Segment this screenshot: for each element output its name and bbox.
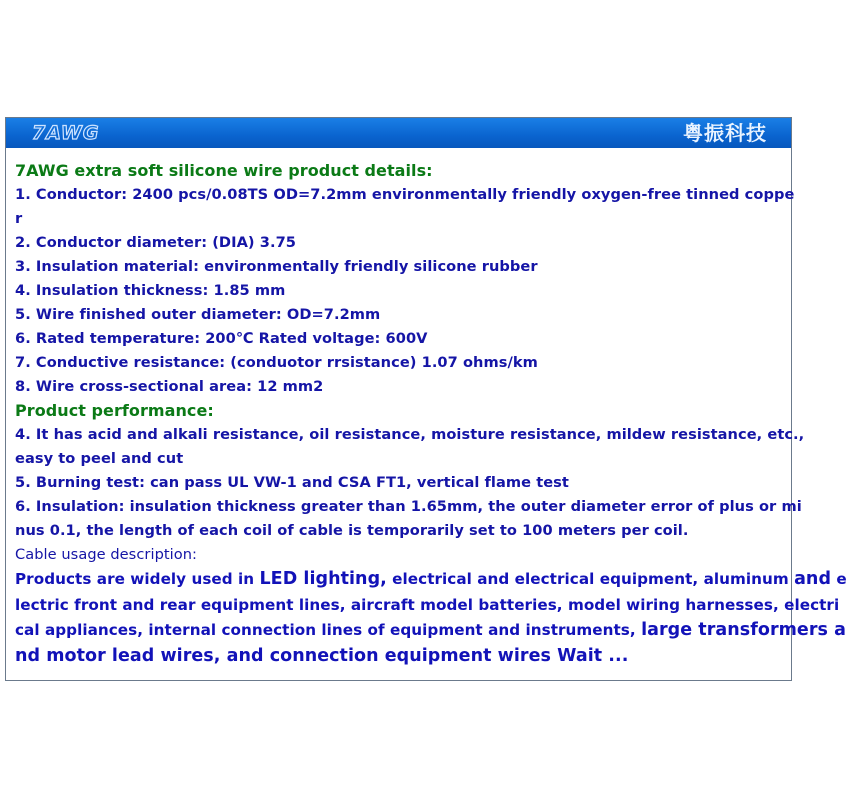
detail-line: 7. Conductive resistance: (conduotor rrsistance) 1.07 ohms/km <box>15 354 538 371</box>
brand-logo: 7AWG <box>32 122 100 144</box>
detail-line: 2. Conductor diameter: (DIA) 3.75 <box>15 234 296 251</box>
detail-line: 1. Conductor: 2400 pcs/0.08TS OD=7.2mm environmentally friendly oxygen-free tinned coppe <box>15 186 795 203</box>
header-bar <box>6 118 791 148</box>
company-name: 粤振科技 <box>683 121 767 145</box>
usage-line: lectric front and rear equipment lines, aircraft model batteries, model wiring harnesses, electri <box>15 595 840 614</box>
performance-line: 6. Insulation: insulation thickness greater than 1.65mm, the outer diameter error of plus or mi <box>15 498 802 515</box>
detail-line: 5. Wire finished outer diameter: OD=7.2mm <box>15 306 381 323</box>
usage-emphasis: large transformers a <box>641 620 846 640</box>
performance-heading: Product performance: <box>15 401 214 420</box>
product-panel <box>5 117 847 681</box>
usage-heading: Cable usage description: <box>15 546 198 563</box>
usage-line: nd motor lead wires, and connection equipment wires Wait ... <box>15 645 629 666</box>
detail-line: 6. Rated temperature: 200℃ Rated voltage: 600V <box>15 330 428 347</box>
usage-emphasis: and <box>794 569 832 589</box>
usage-text: cal appliances, internal connection lines of equipment and instruments, <box>15 621 642 639</box>
details-heading: 7AWG extra soft silicone wire product details: <box>15 161 433 180</box>
usage-text: Products are widely used in <box>15 570 260 588</box>
performance-line: easy to peel and cut <box>15 450 184 467</box>
usage-emphasis: LED lighting, <box>259 569 387 589</box>
performance-line: 4. It has acid and alkali resistance, oil resistance, moisture resistance, mildew resistance, etc., <box>15 426 805 443</box>
detail-line: 3. Insulation material: environmentally friendly silicone rubber <box>15 258 538 275</box>
product-description <box>15 159 847 669</box>
usage-text: electrical and electrical equipment, aluminum <box>386 570 795 588</box>
performance-line: nus 0.1, the length of each coil of cable is temporarily set to 100 meters per coil. <box>15 522 689 539</box>
detail-line: 4. Insulation thickness: 1.85 mm <box>15 282 286 299</box>
performance-line: 5. Burning test: can pass UL VW-1 and CSA FT1, vertical flame test <box>15 474 569 491</box>
usage-line <box>15 567 847 593</box>
usage-line <box>15 618 846 644</box>
usage-text: e <box>831 570 847 588</box>
detail-line: r <box>15 210 23 227</box>
detail-line: 8. Wire cross-sectional area: 12 mm2 <box>15 378 324 395</box>
